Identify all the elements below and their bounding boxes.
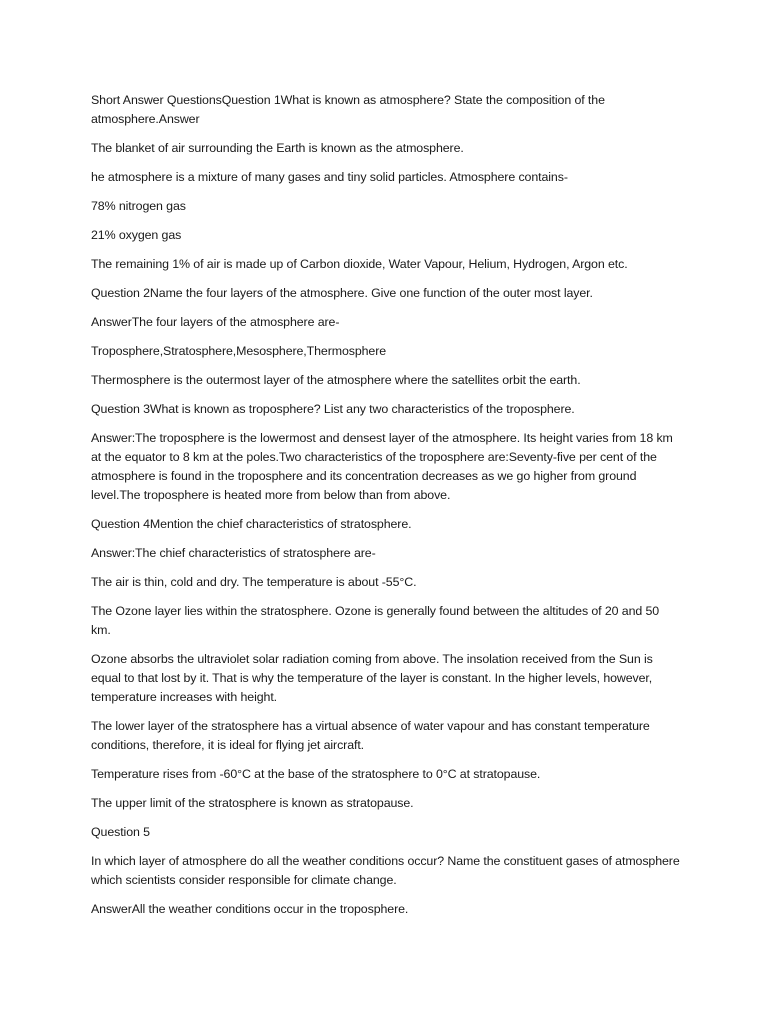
list-item: The air is thin, cold and dry. The temperature is about -55°C. [91, 575, 417, 589]
paragraph: The remaining 1% of air is made up of Carbon dioxide, Water Vapour, Helium, Hydrogen, Argon etc. [91, 257, 628, 271]
list-item: 78% nitrogen gas [91, 199, 186, 213]
paragraph: In which layer of atmosphere do all the weather conditions occur? Name the constituent gases of atmosphere which scientists consider responsible for climate change. [91, 854, 680, 887]
question-1-heading: Short Answer QuestionsQuestion 1What is known as atmosphere? State the composition of the atmosphere.Answer [91, 93, 605, 126]
question-2-heading: Question 2Name the four layers of the atmosphere. Give one function of the outer most layer. [91, 286, 593, 300]
paragraph: Answer:The troposphere is the lowermost and densest layer of the atmosphere. Its height varies from 18 km at the equator to 8 km at the poles.Two characteristics of the troposphere are:Seventy-five per cent of the atmosphere is found in the troposphere and its concentration decreases as we go higher from ground level.The troposphere is heated more from below than from above. [91, 431, 673, 502]
list-item: The Ozone layer lies within the stratosphere. Ozone is generally found between the altitudes of 20 and 50 km. [91, 604, 660, 637]
list-item: Troposphere,Stratosphere,Mesosphere,Thermosphere [91, 344, 387, 358]
list-item: Ozone absorbs the ultraviolet solar radiation coming from above. The insolation received from the Sun is equal to that lost by it. That is why the temperature of the layer is constant. In the higher levels, however, temperature increases with height. [91, 652, 653, 704]
list-item: 21% oxygen gas [91, 228, 182, 242]
question-3-heading: Question 3What is known as troposphere? List any two characteristics of the troposphere. [91, 402, 575, 416]
list-item: The lower layer of the stratosphere has a virtual absence of water vapour and has constant temperature conditions, therefore, it is ideal for flying jet aircraft. [91, 719, 650, 752]
paragraph: AnswerAll the weather conditions occur in the troposphere. [91, 902, 409, 916]
paragraph: Thermosphere is the outermost layer of the atmosphere where the satellites orbit the earth. [91, 373, 581, 387]
list-item: Temperature rises from -60°C at the base of the stratosphere to 0°C at stratopause. [91, 767, 541, 781]
document-body [91, 91, 681, 929]
paragraph: AnswerThe four layers of the atmosphere are- [91, 315, 340, 329]
question-4-heading: Question 4Mention the chief characteristics of stratosphere. [91, 517, 412, 531]
list-item: The upper limit of the stratosphere is known as stratopause. [91, 796, 414, 810]
paragraph: Answer:The chief characteristics of stratosphere are- [91, 546, 376, 560]
question-5-heading: Question 5 [91, 825, 150, 839]
paragraph: he atmosphere is a mixture of many gases and tiny solid particles. Atmosphere contains- [91, 170, 568, 184]
paragraph: The blanket of air surrounding the Earth is known as the atmosphere. [91, 141, 464, 155]
